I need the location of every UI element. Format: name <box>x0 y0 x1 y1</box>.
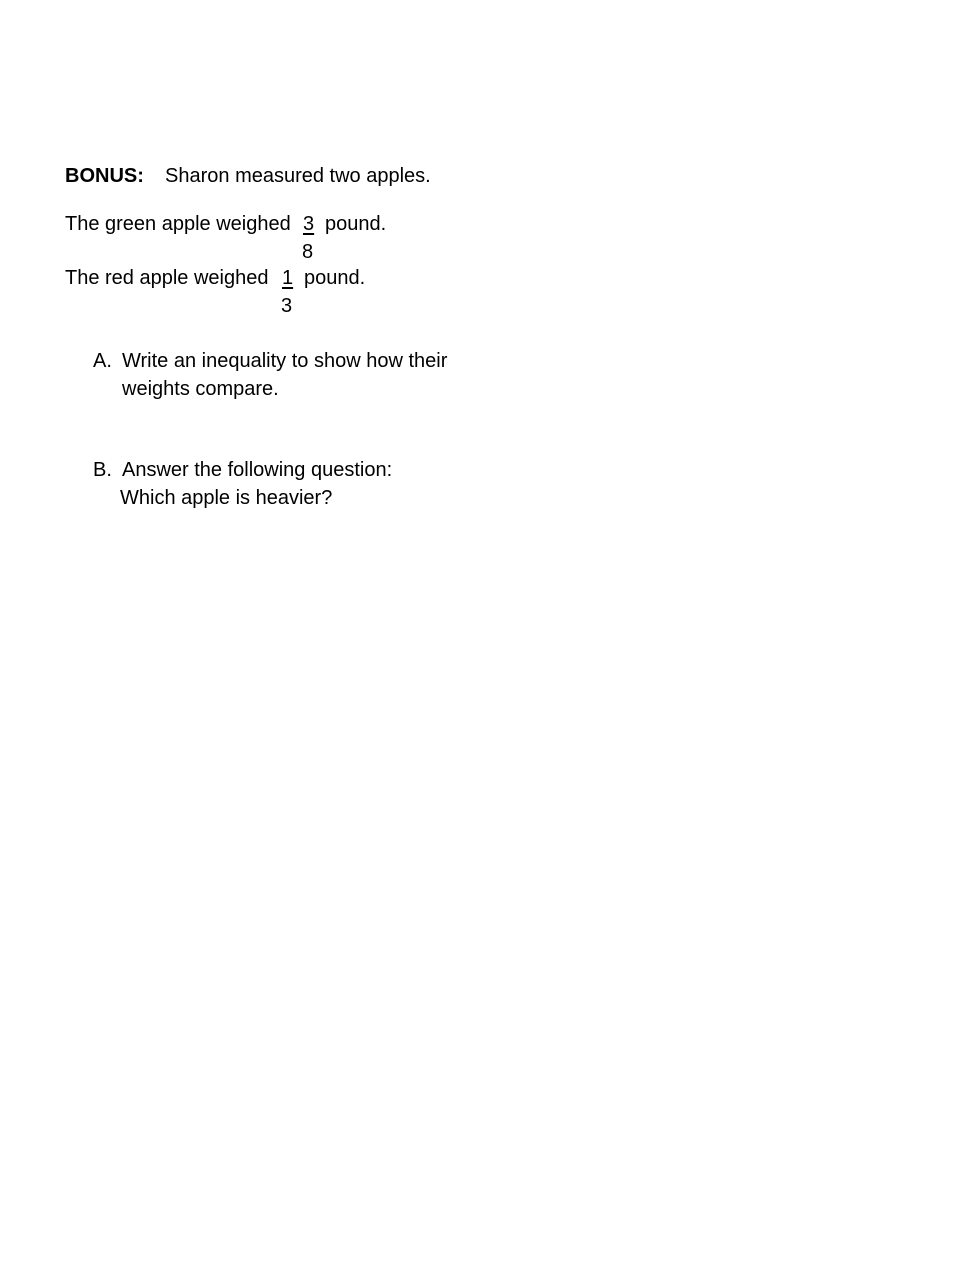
bonus-label: BONUS: <box>65 165 144 187</box>
bonus-line <box>65 166 431 186</box>
red-apple-numerator: 1 <box>282 267 294 289</box>
part-b-letter: B. <box>93 459 112 481</box>
green-apple-denominator: 8 <box>302 241 314 263</box>
part-b-line2: Which apple is heavier? <box>120 487 333 509</box>
part-a-letter: A. <box>93 350 112 372</box>
green-apple-prefix: The green apple weighed <box>65 213 291 235</box>
part-a-line2: weights compare. <box>122 378 279 400</box>
red-apple-suffix: pound. <box>304 267 366 289</box>
part-a-line1: Write an inequality to show how their <box>122 350 448 372</box>
part-b-line1: Answer the following question: <box>122 459 393 481</box>
red-apple-prefix: The red apple weighed <box>65 267 269 289</box>
red-apple-denominator: 3 <box>281 295 293 317</box>
green-apple-suffix: pound. <box>325 213 387 235</box>
green-apple-numerator: 3 <box>303 213 315 235</box>
green-apple-line <box>65 214 291 234</box>
red-apple-line <box>65 268 268 288</box>
bonus-text: Sharon measured two apples. <box>165 165 431 187</box>
